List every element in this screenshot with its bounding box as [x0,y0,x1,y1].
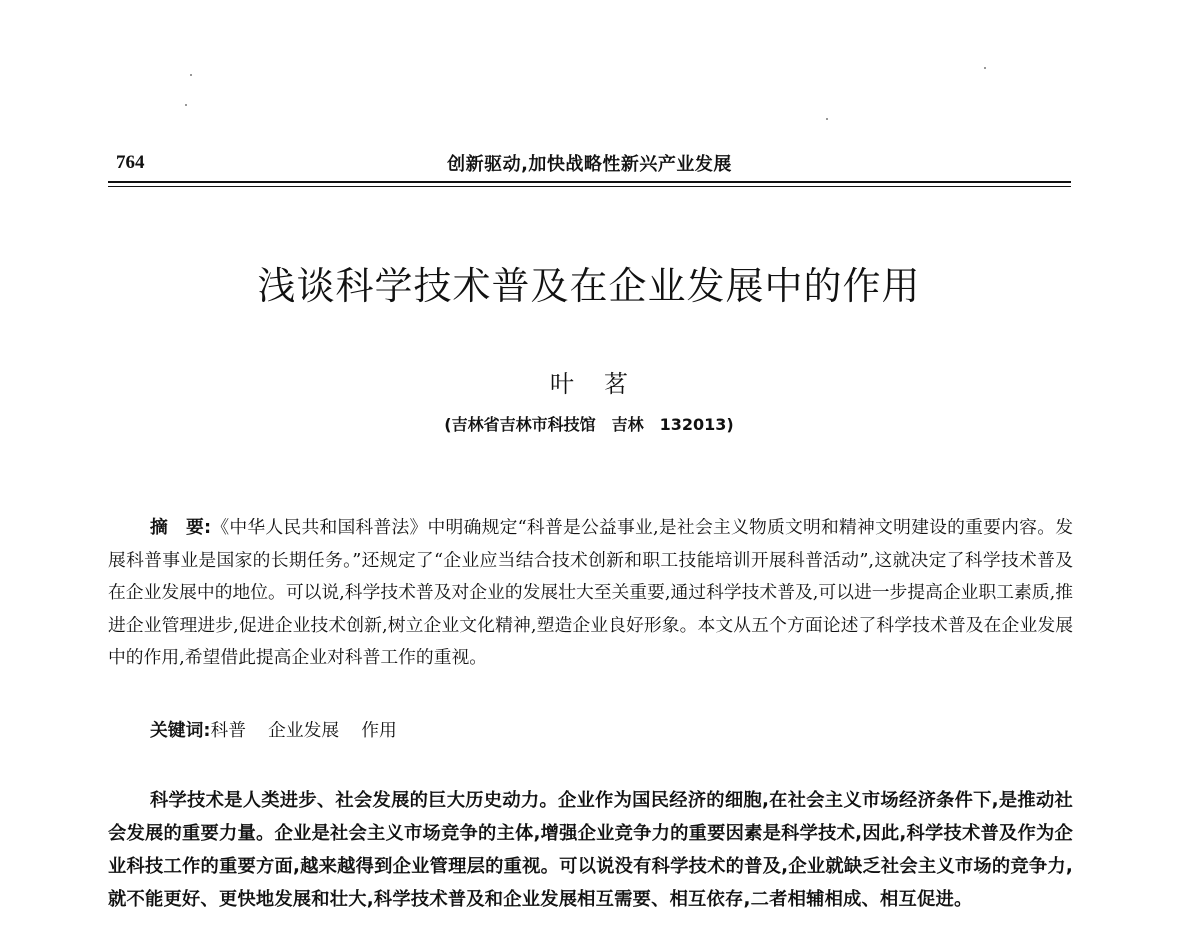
author-affiliation: (吉林省吉林市科技馆 吉林 132013) [444,415,734,434]
keywords-label: 关键词: [150,720,211,741]
page-number: 764 [116,152,145,173]
abstract-label: 摘 要: [150,517,212,538]
keyword-item: 企业发展 [268,720,340,741]
article-title: 浅谈科学技术普及在企业发展中的作用 [257,264,921,308]
abstract [108,512,1073,675]
journal-title: 创新驱动,加快战略性新兴产业发展 [447,154,732,175]
scan-speck [984,67,986,69]
scan-speck [190,74,192,76]
keyword-item: 科普 [210,720,247,741]
header-rule-thick [108,181,1071,183]
scan-speck [185,104,187,106]
author-name: 叶茗 [550,370,658,398]
running-header [108,146,1071,180]
header-rule-thin [108,186,1071,187]
scan-speck [826,118,828,120]
abstract-text: 《中华人民共和国科普法》中明确规定“科普是公益事业,是社会主义物质文明和精神文明建设的重要内容。发展科普事业是国家的长期任务。”还规定了“企业应当结合技术创新和职工技能培训开展科普活动”,这就决定了科学技术普及在企业发展中的地位。可以说,科学技术普及对企业的发展壮大至关重要,通过科学技术普及,可以进一步提高企业职工素质,推进企业管理进步,促进企业技术创新,树立企业文化精神,塑造企业良好形象。本文从五个方面论述了科学技术普及在企业发展中的作用,希望借此提高企业对科普工作的重视。 [108,517,1074,669]
body-paragraph: 科学技术是人类进步、社会发展的巨大历史动力。企业作为国民经济的细胞,在社会主义市场经济条件下,是推动社会发展的重要力量。企业是社会主义市场竞争的主体,增强企业竞争力的重要因素是科学技术,因此,科学技术普及作为企业科技工作的重要方面,越来越得到企业管理层的重视。可以说没有科学技术的普及,企业就缺乏社会主义市场的竞争力,就不能更好、更快地发展和壮大,科学技术普及和企业发展相互需要、相互依存,二者相辅相成、相互促进。 [108,790,1073,910]
keyword-item: 作用 [361,720,397,741]
keywords [150,715,1050,747]
